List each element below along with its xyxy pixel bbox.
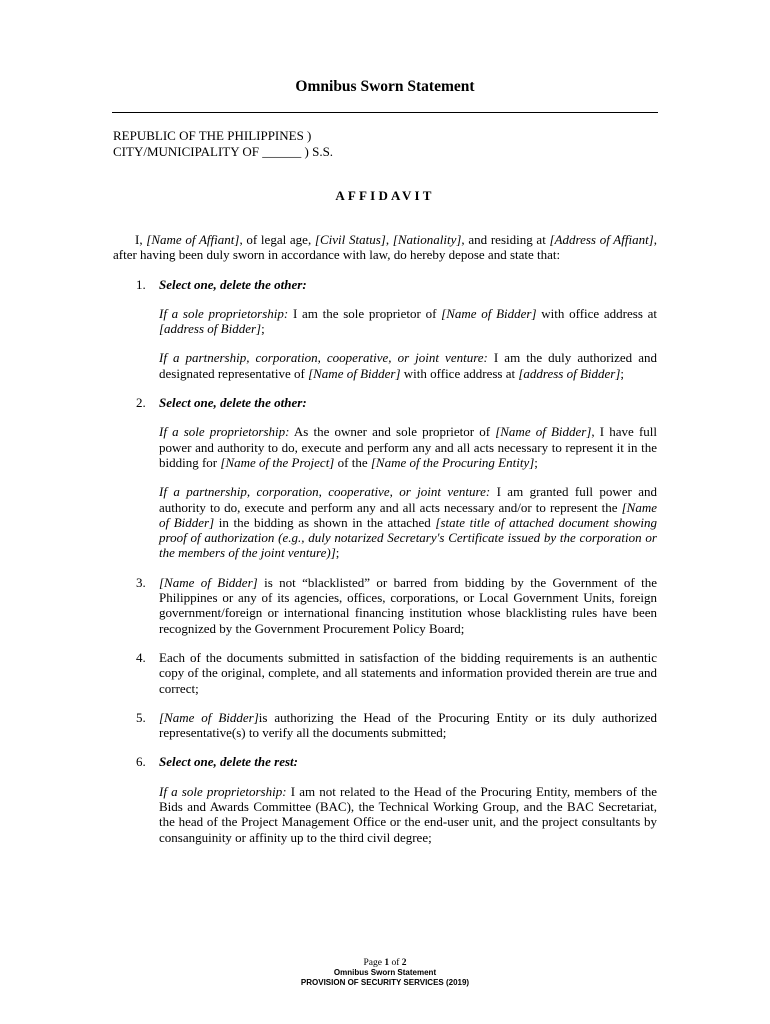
item-number: 3.: [136, 574, 146, 590]
item-number: 5.: [136, 709, 146, 725]
list-item-3: 3. [Name of Bidder] is not “blacklisted” or barred from bidding by the Government of the Philippines or any of its agencies, offices, corporations, or Local Government Units, foreign government/foreign or international financing institution whose blacklisting rules have been recognized by the Government Procurement Policy Board;: [136, 574, 657, 636]
document-body: [113, 232, 657, 859]
affidavit-heading: AFFIDAVIT: [335, 188, 435, 203]
intro-paragraph: I, [Name of Affiant], of legal age, [Civil Status], [Nationality], and residing at [Address of Affiant], after having been duly sworn in accordance with law, do hereby depose and state that:: [113, 232, 657, 263]
document-title: Omnibus Sworn Statement: [295, 78, 475, 95]
item-number: 1.: [136, 276, 146, 292]
page-number: Page 1 of 2: [363, 958, 407, 968]
list-item-4: 4. Each of the documents submitted in satisfaction of the bidding requirements is an authentic copy of the original, complete, and all statements and information provided therein are true and correct;: [136, 649, 657, 696]
list-item-1: [113, 277, 657, 381]
item-number: 4.: [136, 649, 146, 665]
page-footer: [0, 958, 770, 988]
footer-doc-title: Omnibus Sworn Statement: [333, 968, 437, 977]
item-option-sole: If a sole proprietorship: I am the sole proprietor of [Name of Bidder] with office address at [address of Bidder];: [159, 305, 657, 337]
item-heading: Select one, delete the other:: [159, 276, 307, 292]
item-option-partnership: If a partnership, corporation, cooperative, or joint venture: I am the duly authorized and designated representative of [Name of Bidder] with office address at [address of Bidder];: [159, 350, 658, 381]
item-heading: Select one, delete the other:: [159, 395, 307, 411]
venue-block: [113, 128, 333, 159]
item-number: 6.: [136, 754, 146, 770]
list-item-5: 5. [Name of Bidder]is authorizing the Head of the Procuring Entity or its duly authorized representative(s) to verify all the documents submitted;: [136, 709, 657, 741]
footer-project: PROVISION OF SECURITY SERVICES (2019): [300, 978, 470, 987]
item-heading: Select one, delete the rest:: [159, 754, 298, 770]
venue-line-1: REPUBLIC OF THE PHILIPPINES ): [113, 128, 312, 143]
item-option-partnership: If a partnership, corporation, cooperative, or joint venture: I am granted full power and authority to do, execute and perform any and all acts necessary and/or to represent the [Name of Bidder] in the bidding as shown in the attached [state title of attached document showing proof of authorization (e.g., duly notarized Secretary's Certificate issued by the corporation or the members of the joint venture)];: [159, 484, 657, 561]
list-item-6: [113, 754, 657, 844]
item-option-sole: If a sole proprietorship: As the owner and sole proprietor of [Name of Bidder], I have full power and authority to do, execute and perform any and all acts necessary to represent it in the bidding for [Name of the Project] of the [Name of the Procuring Entity];: [159, 424, 658, 470]
item-option-sole: If a sole proprietorship: I am not related to the Head of the Procuring Entity, members of the Bids and Awards Committee (BAC), the Technical Working Group, and the BAC Secretariat, the head of the Project Management Office or the end-user unit, and the project consultants by consanguinity or affinity up to the third civil degree;: [159, 783, 657, 845]
list-item-2: [113, 395, 657, 561]
venue-line-2: CITY/MUNICIPALITY OF ______ ) S.S.: [113, 143, 334, 159]
item-number: 2.: [136, 395, 146, 411]
title-divider: [112, 112, 658, 113]
